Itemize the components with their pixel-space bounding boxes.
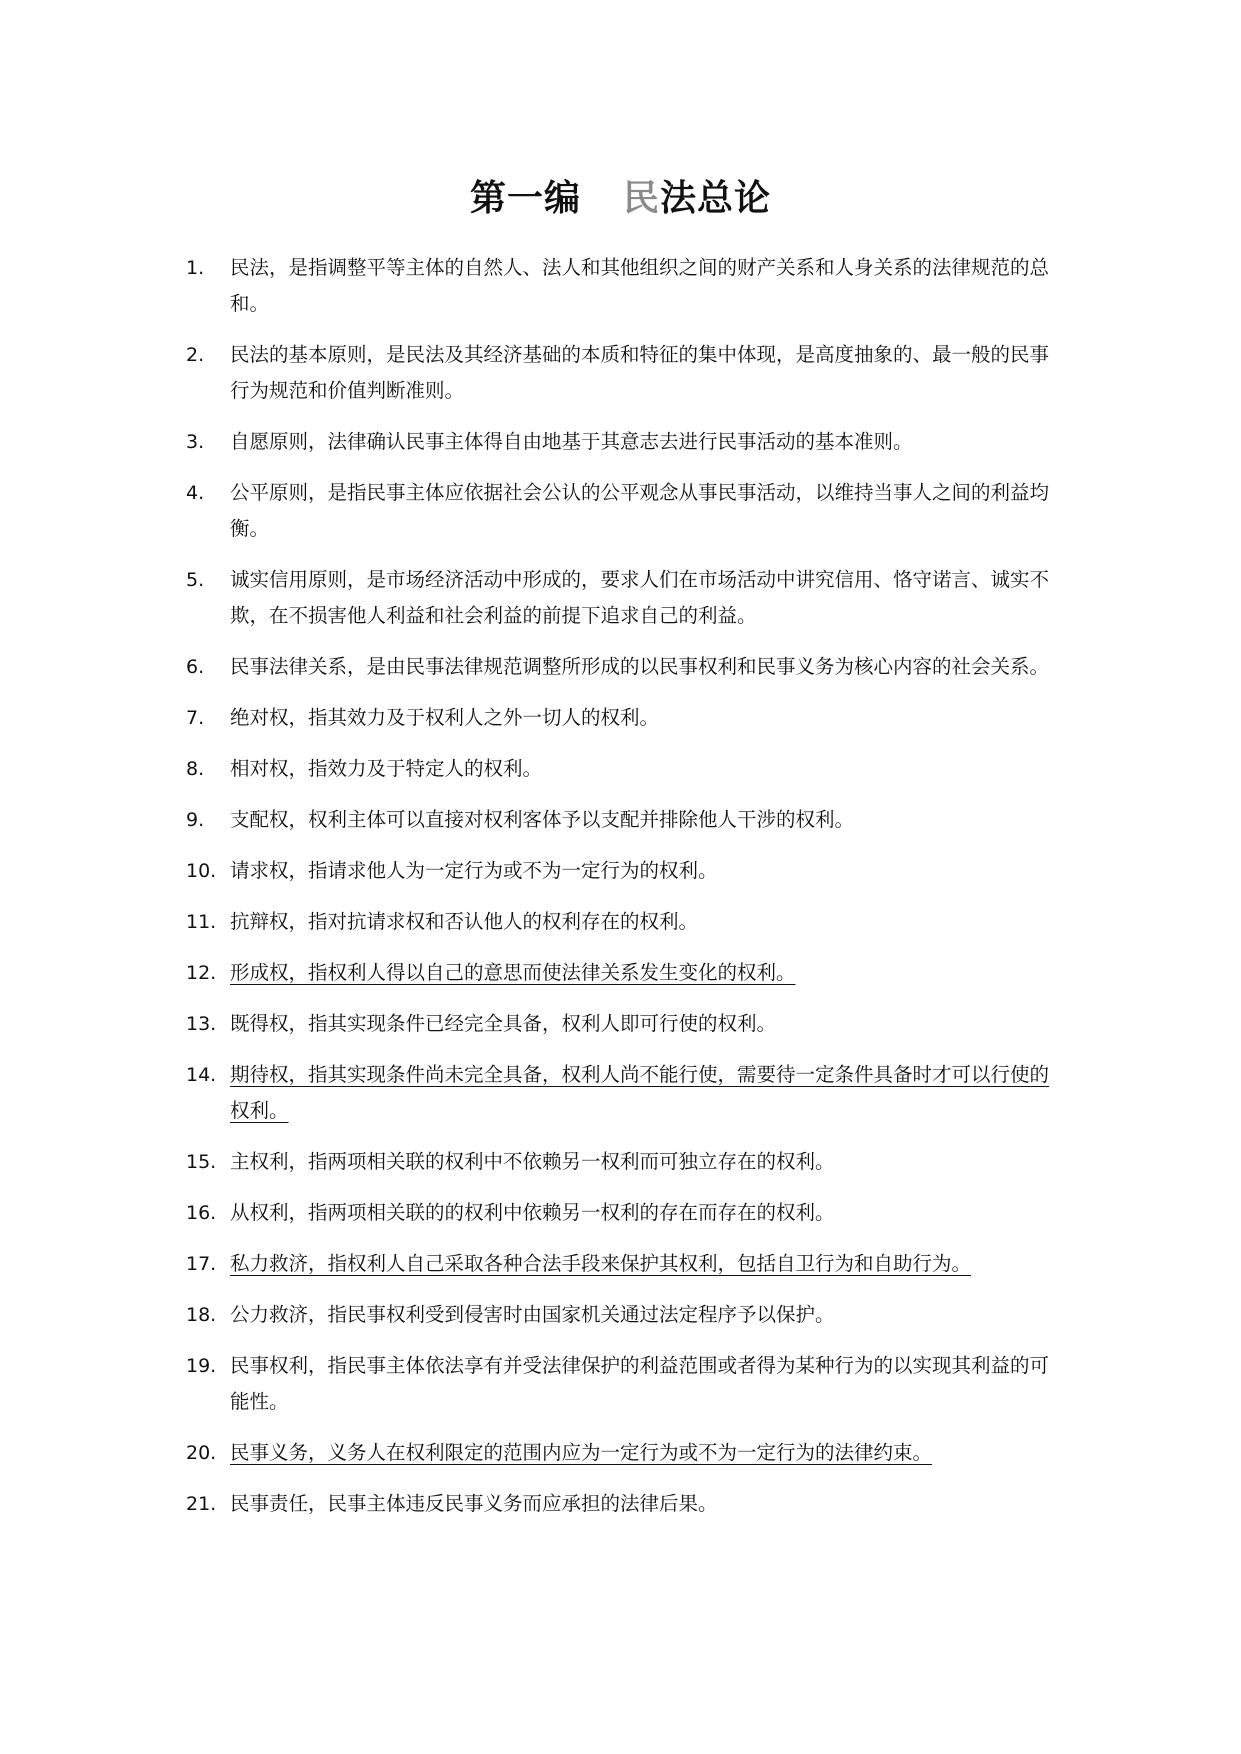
page-title — [0, 170, 1241, 221]
term-definition: 期待权，指其实现条件尚未完全具备，权利人尚不能行使，需要待一定条件具备时才可以行使的权利。 — [230, 1063, 1050, 1122]
term-definition: 民法的基本原则，是民法及其经济基础的本质和特征的集中体现，是高度抽象的、最一般的民事行为规范和价值判断准则。 — [230, 343, 1050, 402]
term-item — [186, 649, 1066, 685]
term-definition: 公平原则，是指民事主体应依据社会公认的公平观念从事民事活动，以维持当事人之间的利益均衡。 — [230, 481, 1050, 540]
term-item — [186, 853, 1066, 889]
term-item — [186, 955, 1066, 991]
term-item — [186, 1297, 1066, 1333]
term-number: 16. — [186, 1202, 217, 1224]
term-item — [186, 751, 1066, 787]
term-item — [186, 562, 1066, 634]
term-item — [186, 337, 1066, 409]
title-part-label: 第一编 — [469, 178, 581, 219]
term-item — [186, 1057, 1066, 1129]
term-number: 4. — [186, 482, 205, 504]
term-definition: 民事法律关系，是由民事法律规范调整所形成的以民事权利和民事义务为核心内容的社会关系。 — [230, 655, 1050, 678]
term-definition: 抗辩权，指对抗请求权和否认他人的权利存在的权利。 — [230, 910, 699, 933]
term-number: 7. — [186, 707, 205, 729]
term-number: 11. — [186, 911, 217, 933]
term-number: 18. — [186, 1304, 217, 1326]
term-number: 5. — [186, 569, 205, 591]
term-definition: 主权利，指两项相关联的权利中不依赖另一权利而可独立存在的权利。 — [230, 1150, 835, 1173]
term-definition: 私力救济，指权利人自己采取各种合法手段来保护其权利，包括自卫行为和自助行为。 — [230, 1252, 972, 1275]
term-item — [186, 1144, 1066, 1180]
term-item — [186, 475, 1066, 547]
term-number: 19. — [186, 1355, 217, 1377]
term-item — [186, 904, 1066, 940]
title-faded-char: 民 — [622, 178, 660, 219]
term-definition: 从权利，指两项相关联的的权利中依赖另一权利的存在而存在的权利。 — [230, 1201, 835, 1224]
term-number: 17. — [186, 1253, 217, 1275]
term-number: 9. — [186, 809, 205, 831]
term-number: 14. — [186, 1064, 217, 1086]
term-definition: 诚实信用原则，是市场经济活动中形成的，要求人们在市场活动中讲究信用、恪守诺言、诚实不欺，在不损害他人利益和社会利益的前提下追求自己的利益。 — [230, 568, 1050, 627]
term-definition: 民事责任，民事主体违反民事义务而应承担的法律后果。 — [230, 1492, 718, 1515]
term-item — [186, 1348, 1066, 1420]
term-number: 21. — [186, 1493, 217, 1515]
term-item — [186, 250, 1066, 322]
term-item — [186, 1006, 1066, 1042]
term-definition: 民事权利，指民事主体依法享有并受法律保护的利益范围或者得为某种行为的以实现其利益的可能性。 — [230, 1354, 1050, 1413]
term-definition: 形成权，指权利人得以自己的意思而使法律关系发生变化的权利。 — [230, 961, 796, 984]
term-item — [186, 1195, 1066, 1231]
term-item — [186, 1435, 1066, 1471]
term-number: 8. — [186, 758, 205, 780]
term-item — [186, 424, 1066, 460]
term-item — [186, 802, 1066, 838]
term-number: 1. — [186, 257, 205, 279]
term-number: 2. — [186, 344, 205, 366]
term-item — [186, 1246, 1066, 1282]
term-number: 6. — [186, 656, 205, 678]
term-definition: 支配权，权利主体可以直接对权利客体予以支配并排除他人干涉的权利。 — [230, 808, 855, 831]
term-definition: 自愿原则，法律确认民事主体得自由地基于其意志去进行民事活动的基本准则。 — [230, 430, 913, 453]
term-definition: 相对权，指效力及于特定人的权利。 — [230, 757, 543, 780]
term-definition: 民事义务，义务人在权利限定的范围内应为一定行为或不为一定行为的法律约束。 — [230, 1441, 933, 1464]
term-definition: 公力救济，指民事权利受到侵害时由国家机关通过法定程序予以保护。 — [230, 1303, 835, 1326]
term-number: 10. — [186, 860, 217, 882]
title-heading: 法总论 — [660, 178, 772, 219]
term-item — [186, 700, 1066, 736]
term-list — [186, 250, 1066, 1537]
term-number: 3. — [186, 431, 205, 453]
term-number: 13. — [186, 1013, 217, 1035]
term-definition: 绝对权，指其效力及于权利人之外一切人的权利。 — [230, 706, 660, 729]
term-number: 12. — [186, 962, 217, 984]
term-item — [186, 1486, 1066, 1522]
term-definition: 请求权，指请求他人为一定行为或不为一定行为的权利。 — [230, 859, 718, 882]
term-definition: 民法，是指调整平等主体的自然人、法人和其他组织之间的财产关系和人身关系的法律规范的总和。 — [230, 256, 1050, 315]
term-number: 20. — [186, 1442, 217, 1464]
term-number: 15. — [186, 1151, 217, 1173]
term-definition: 既得权，指其实现条件已经完全具备，权利人即可行使的权利。 — [230, 1012, 777, 1035]
